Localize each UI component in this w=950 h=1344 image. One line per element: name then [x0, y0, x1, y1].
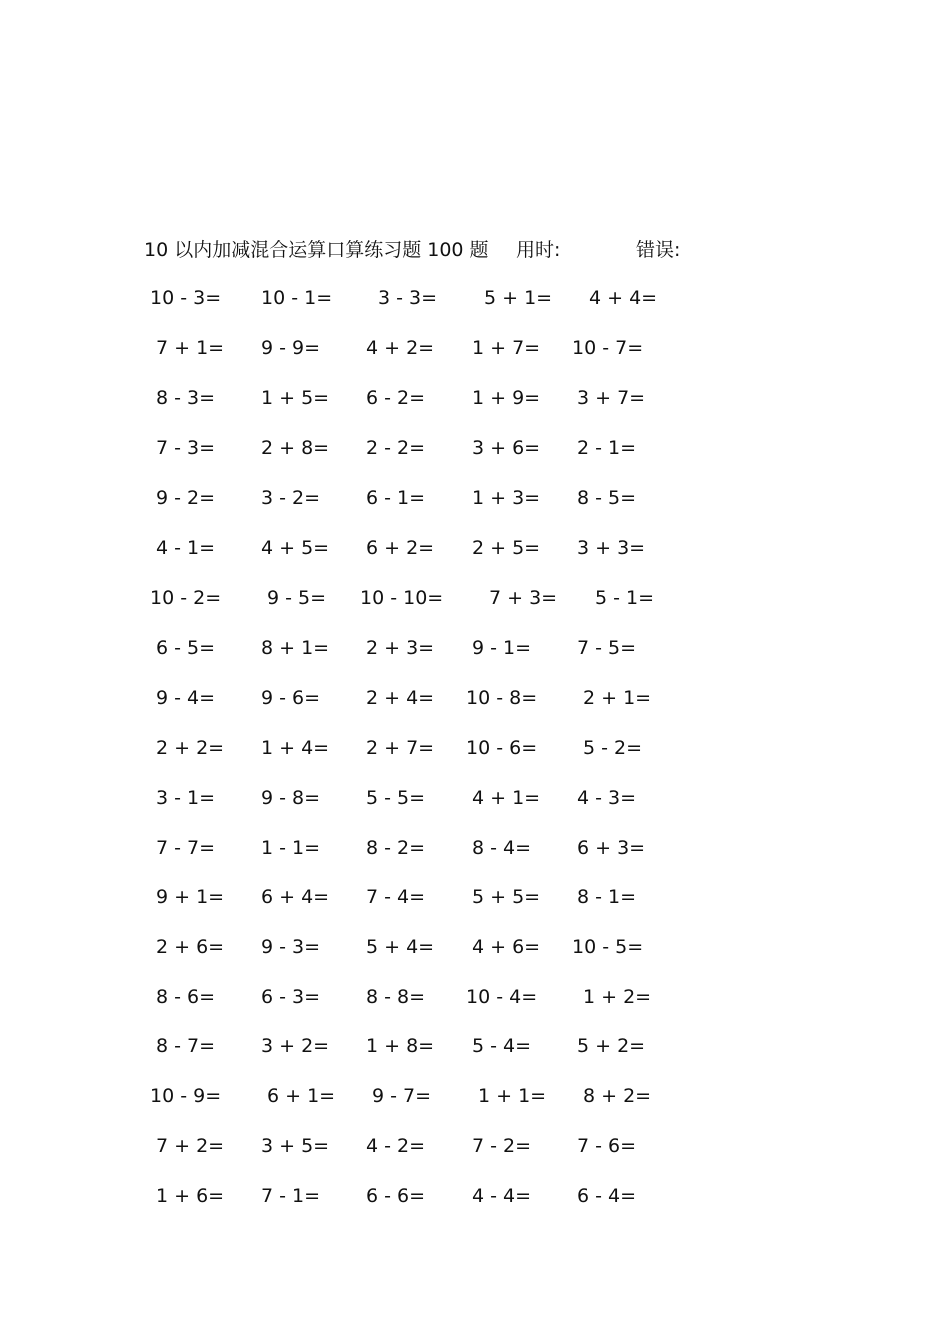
- arithmetic-problem: 8 + 2=: [583, 1085, 652, 1107]
- arithmetic-problem: 4 + 2=: [366, 337, 435, 359]
- arithmetic-problem: 1 + 2=: [583, 986, 652, 1008]
- problem-row: [0, 430, 950, 466]
- arithmetic-problem: 3 - 2=: [261, 487, 321, 509]
- arithmetic-problem: 10 - 7=: [572, 337, 644, 359]
- arithmetic-problem: 4 + 6=: [472, 936, 541, 958]
- arithmetic-problem: 1 - 1=: [261, 837, 321, 859]
- arithmetic-problem: 7 - 2=: [472, 1135, 532, 1157]
- arithmetic-problem: 9 - 6=: [261, 687, 321, 709]
- problem-row: [0, 530, 950, 566]
- arithmetic-problem: 6 - 6=: [366, 1185, 426, 1207]
- problem-row: [0, 730, 950, 766]
- arithmetic-problem: 8 + 1=: [261, 637, 330, 659]
- arithmetic-problem: 9 - 8=: [261, 787, 321, 809]
- arithmetic-problem: 10 - 2=: [150, 587, 222, 609]
- arithmetic-problem: 9 - 5=: [267, 587, 327, 609]
- arithmetic-problem: 9 - 4=: [156, 687, 216, 709]
- arithmetic-problem: 2 + 5=: [472, 537, 541, 559]
- arithmetic-problem: 3 - 3=: [378, 287, 438, 309]
- arithmetic-problem: 1 + 1=: [478, 1085, 547, 1107]
- arithmetic-problem: 4 - 1=: [156, 537, 216, 559]
- arithmetic-problem: 5 - 2=: [583, 737, 643, 759]
- arithmetic-problem: 4 - 3=: [577, 787, 637, 809]
- arithmetic-problem: 3 - 1=: [156, 787, 216, 809]
- arithmetic-problem: 4 + 4=: [589, 287, 658, 309]
- arithmetic-problem: 10 - 4=: [466, 986, 538, 1008]
- arithmetic-problem: 6 - 5=: [156, 637, 216, 659]
- problem-row: [0, 630, 950, 666]
- problem-row: [0, 580, 950, 616]
- arithmetic-problem: 7 - 5=: [577, 637, 637, 659]
- arithmetic-problem: 8 - 6=: [156, 986, 216, 1008]
- arithmetic-problem: 6 + 4=: [261, 886, 330, 908]
- time-used-label: 用时:: [516, 239, 561, 261]
- arithmetic-problem: 3 + 3=: [577, 537, 646, 559]
- arithmetic-problem: 7 + 3=: [489, 587, 558, 609]
- arithmetic-problem: 8 - 3=: [156, 387, 216, 409]
- arithmetic-problem: 10 - 10=: [360, 587, 444, 609]
- arithmetic-problem: 2 + 2=: [156, 737, 225, 759]
- arithmetic-problem: 10 - 8=: [466, 687, 538, 709]
- arithmetic-problem: 8 - 1=: [577, 886, 637, 908]
- arithmetic-problem: 10 - 6=: [466, 737, 538, 759]
- arithmetic-problem: 10 - 9=: [150, 1085, 222, 1107]
- arithmetic-problem: 10 - 1=: [261, 287, 333, 309]
- arithmetic-problem: 9 - 3=: [261, 936, 321, 958]
- arithmetic-problem: 6 - 2=: [366, 387, 426, 409]
- arithmetic-problem: 9 - 7=: [372, 1085, 432, 1107]
- arithmetic-problem: 6 + 2=: [366, 537, 435, 559]
- arithmetic-problem: 3 + 6=: [472, 437, 541, 459]
- arithmetic-problem: 2 + 6=: [156, 936, 225, 958]
- arithmetic-problem: 9 - 9=: [261, 337, 321, 359]
- problem-row: [0, 1128, 950, 1164]
- arithmetic-problem: 6 + 1=: [267, 1085, 336, 1107]
- problem-row: [0, 979, 950, 1015]
- arithmetic-problem: 7 - 7=: [156, 837, 216, 859]
- arithmetic-problem: 4 - 2=: [366, 1135, 426, 1157]
- arithmetic-problem: 7 + 1=: [156, 337, 225, 359]
- arithmetic-problem: 2 - 2=: [366, 437, 426, 459]
- error-count-label: 错误:: [636, 239, 681, 261]
- arithmetic-problem: 5 + 2=: [577, 1035, 646, 1057]
- arithmetic-problem: 1 + 8=: [366, 1035, 435, 1057]
- problem-row: [0, 680, 950, 716]
- arithmetic-problem: 2 - 1=: [577, 437, 637, 459]
- arithmetic-problem: 8 - 8=: [366, 986, 426, 1008]
- problem-row: [0, 330, 950, 366]
- problem-row: [0, 879, 950, 915]
- arithmetic-problem: 1 + 4=: [261, 737, 330, 759]
- arithmetic-problem: 7 + 2=: [156, 1135, 225, 1157]
- arithmetic-problem: 5 + 5=: [472, 886, 541, 908]
- arithmetic-problem: 7 - 4=: [366, 886, 426, 908]
- arithmetic-problem: 8 - 7=: [156, 1035, 216, 1057]
- arithmetic-problem: 9 - 1=: [472, 637, 532, 659]
- arithmetic-problem: 6 + 3=: [577, 837, 646, 859]
- arithmetic-problem: 4 + 1=: [472, 787, 541, 809]
- arithmetic-problem: 2 + 7=: [366, 737, 435, 759]
- arithmetic-problem: 9 + 1=: [156, 886, 225, 908]
- arithmetic-problem: 1 + 3=: [472, 487, 541, 509]
- arithmetic-problem: 5 + 4=: [366, 936, 435, 958]
- arithmetic-problem: 7 - 3=: [156, 437, 216, 459]
- arithmetic-problem: 2 + 1=: [583, 687, 652, 709]
- arithmetic-problem: 10 - 5=: [572, 936, 644, 958]
- arithmetic-problem: 1 + 9=: [472, 387, 541, 409]
- arithmetic-problem: 6 - 3=: [261, 986, 321, 1008]
- arithmetic-problem: 8 - 5=: [577, 487, 637, 509]
- arithmetic-problem: 2 + 3=: [366, 637, 435, 659]
- problem-row: [0, 380, 950, 416]
- problem-row: [0, 780, 950, 816]
- arithmetic-problem: 5 - 4=: [472, 1035, 532, 1057]
- arithmetic-problem: 6 - 4=: [577, 1185, 637, 1207]
- arithmetic-problem: 5 - 5=: [366, 787, 426, 809]
- problem-row: [0, 1178, 950, 1214]
- arithmetic-problem: 1 + 7=: [472, 337, 541, 359]
- problem-row: [0, 1028, 950, 1064]
- problem-row: [0, 830, 950, 866]
- arithmetic-problem: 2 + 8=: [261, 437, 330, 459]
- arithmetic-problem: 3 + 5=: [261, 1135, 330, 1157]
- problem-row: [0, 280, 950, 316]
- arithmetic-problem: 8 - 4=: [472, 837, 532, 859]
- arithmetic-problem: 1 + 5=: [261, 387, 330, 409]
- worksheet-title: 10 以内加减混合运算口算练习题 100 题: [144, 239, 489, 261]
- arithmetic-problem: 3 + 2=: [261, 1035, 330, 1057]
- arithmetic-problem: 6 - 1=: [366, 487, 426, 509]
- arithmetic-problem: 10 - 3=: [150, 287, 222, 309]
- problem-row: [0, 929, 950, 965]
- arithmetic-problem: 3 + 7=: [577, 387, 646, 409]
- arithmetic-problem: 5 - 1=: [595, 587, 655, 609]
- arithmetic-problem: 5 + 1=: [484, 287, 553, 309]
- arithmetic-problem: 4 - 4=: [472, 1185, 532, 1207]
- arithmetic-problem: 7 - 1=: [261, 1185, 321, 1207]
- arithmetic-problem: 2 + 4=: [366, 687, 435, 709]
- problem-row: [0, 1078, 950, 1114]
- arithmetic-problem: 9 - 2=: [156, 487, 216, 509]
- arithmetic-problem: 4 + 5=: [261, 537, 330, 559]
- arithmetic-problem: 1 + 6=: [156, 1185, 225, 1207]
- arithmetic-problem: 8 - 2=: [366, 837, 426, 859]
- problem-row: [0, 480, 950, 516]
- arithmetic-problem: 7 - 6=: [577, 1135, 637, 1157]
